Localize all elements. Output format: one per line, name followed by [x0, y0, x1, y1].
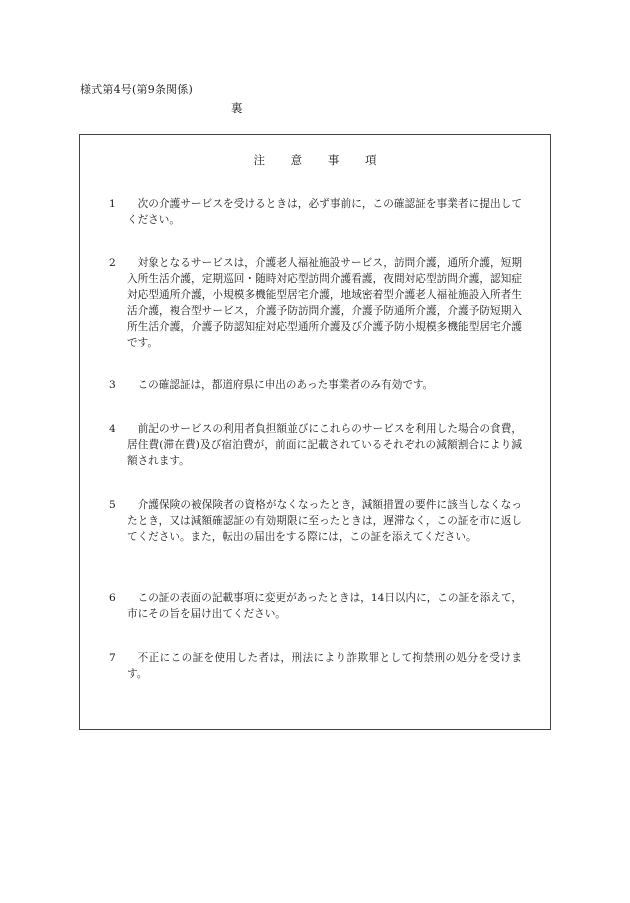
notice-item-number: 2 — [109, 257, 116, 269]
notice-item-text: 次の介護サービスを受けるときは，必ず事前に，この確認証を事業者に提出してください。 — [127, 198, 522, 226]
notice-item-text: この証の表面の記載事項に変更があったときは，14日以内に，この証を添えて，市にその旨を届け出てください。 — [127, 592, 522, 620]
back-side-label: 裏 — [231, 101, 243, 115]
notice-item-text: 介護保険の被保険者の資格がなくなったとき，減額措置の要件に該当しなくなったとき，又は減額確認証の有効期限に至ったときは，遅滞なく，この証を市に返してください。また，転出の届出をする際には，この証を添えてください。 — [127, 499, 522, 543]
notice-item-number: 3 — [109, 379, 116, 391]
notice-item-number: 1 — [109, 198, 116, 210]
notice-item-text: 対象となるサービスは，介護老人福祉施設サービス，訪問介護，通所介護，短期入所生活介護，定期巡回・随時対応型訪問介護看護，夜間対応型訪問介護，認知症対応型通所介護，小規模多機能型居宅介護，地域密着型介護老人福祉施設入所者生活介護，複合型サービス，介護予防訪問介護，介護予防通所介護，介護予防短期入所生活介護，介護予防認知症対応型通所介護及び介護予防小規模多機能型居宅介護です。 — [127, 257, 522, 349]
notice-item-number: 6 — [109, 592, 116, 604]
notice-item-text: 前記のサービスの利用者負担額並びにこれらのサービスを利用した場合の食費，居住費(滞在費)及び宿泊費が，前面に記載されているそれぞれの減額割合により減額されます。 — [127, 423, 522, 467]
notice-title: 注 意 事 項 — [253, 153, 388, 167]
notice-item-text: この確認証は，都道府県に申出のあった事業者のみ有効です。 — [137, 379, 434, 391]
notice-item-number: 4 — [109, 423, 116, 435]
notice-item-number: 7 — [109, 652, 116, 664]
notice-item-text: 不正にこの証を使用した者は，刑法により詐欺罪として拘禁刑の処分を受けます。 — [127, 652, 522, 680]
notice-item-number: 5 — [109, 499, 116, 511]
notice-box — [79, 134, 551, 730]
form-number-label: 様式第4号(第9条関係) — [80, 83, 193, 96]
